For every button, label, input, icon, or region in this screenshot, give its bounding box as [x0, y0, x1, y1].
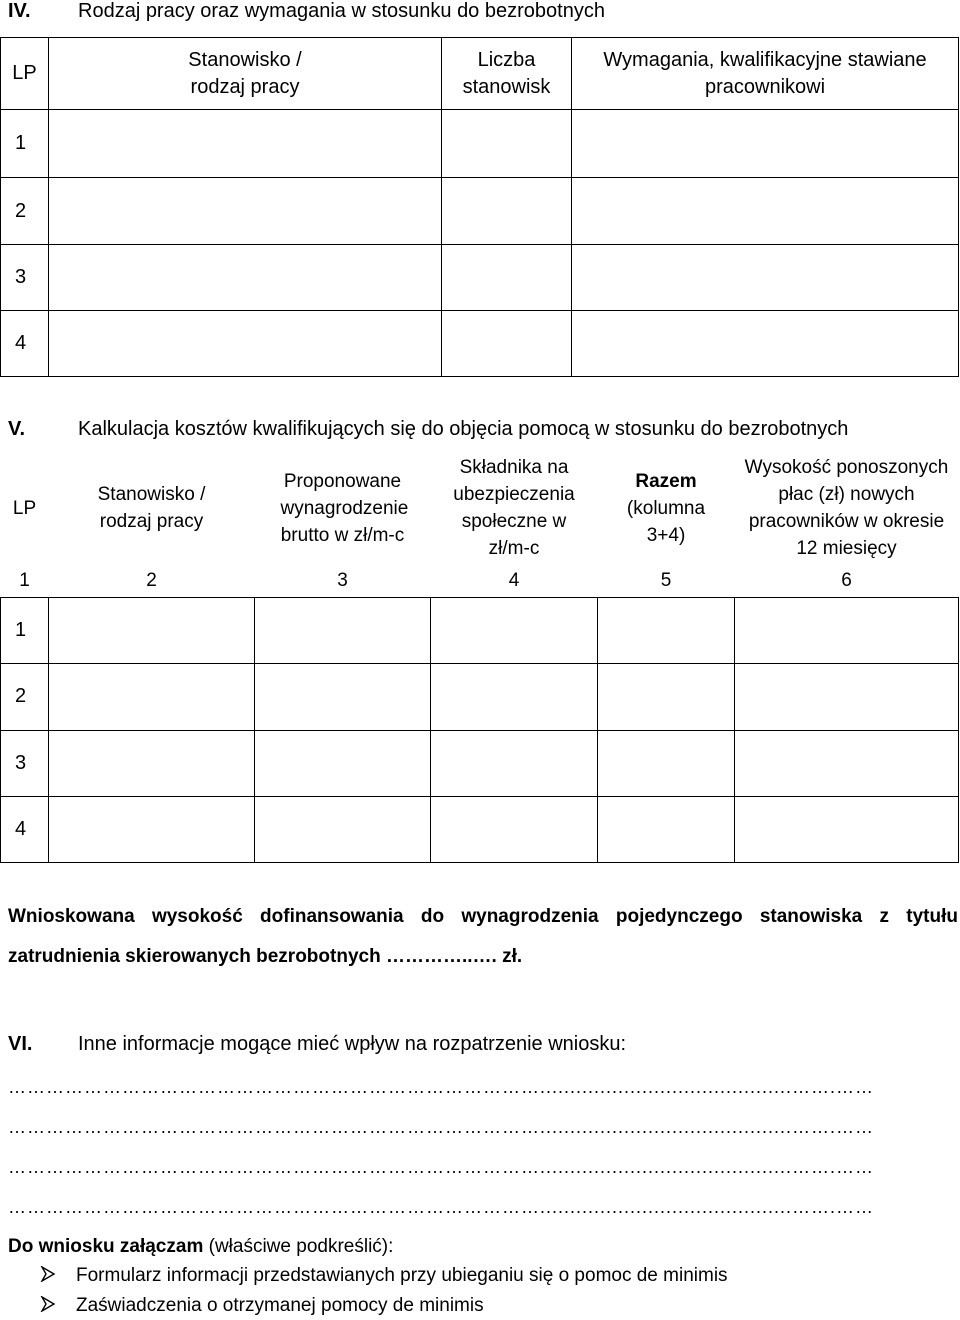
cell-salary[interactable]	[255, 730, 431, 796]
cell-insurance[interactable]	[431, 730, 598, 796]
table-row	[1, 597, 959, 663]
cell-position[interactable]	[49, 245, 442, 311]
table-header-row	[1, 38, 959, 110]
table-work-requirements	[0, 37, 959, 377]
cell-wages-12m[interactable]	[735, 796, 959, 862]
cell-requirements[interactable]	[572, 311, 959, 377]
cell-requirements[interactable]	[572, 110, 959, 178]
column-number-row	[1, 565, 959, 597]
attachment-item[interactable]	[40, 1265, 728, 1287]
table-row	[1, 796, 959, 862]
header-lp: LP	[1, 38, 49, 110]
attachment-item[interactable]	[40, 1295, 484, 1317]
column-number: 1	[19, 570, 30, 592]
attachments-heading-note: (właściwe podkreślić):	[208, 1236, 394, 1257]
cell-salary[interactable]	[255, 663, 431, 730]
table-header-row	[1, 451, 959, 565]
arrowhead-bullet-icon	[40, 1296, 56, 1312]
cell-requirements[interactable]	[572, 178, 959, 245]
cell-total[interactable]	[598, 796, 735, 862]
cell-position[interactable]	[49, 311, 442, 377]
attachment-item-label: Zaświadczenia o otrzymanej pomocy de minimis	[76, 1295, 484, 1316]
header-requirements: Wymagania, kwalifikacyjne stawiane pracownikowi	[572, 38, 959, 110]
cell-count[interactable]	[442, 178, 572, 245]
column-number: 5	[660, 570, 672, 592]
section-5-title: Kalkulacja kosztów kwalifikujących się do objęcia pomocą w stosunku do bezrobotnych	[78, 418, 849, 440]
cell-position[interactable]	[49, 730, 255, 796]
cell-count[interactable]	[442, 110, 572, 178]
header-total-bold: Razem	[635, 470, 697, 492]
header-total	[598, 451, 735, 565]
row-number: 2	[1, 663, 49, 730]
arrowhead-bullet-icon	[40, 1266, 56, 1282]
cell-wages-12m[interactable]	[735, 597, 959, 663]
header-position: Stanowisko / rodzaj pracy	[49, 38, 442, 110]
cell-count[interactable]	[442, 311, 572, 377]
cell-salary[interactable]	[255, 796, 431, 862]
row-number: 3	[1, 245, 49, 311]
cell-insurance[interactable]	[431, 597, 598, 663]
column-number: 2	[146, 570, 157, 592]
cell-salary[interactable]	[255, 597, 431, 663]
funding-line-1: Wnioskowana wysokość dofinansowania do wynagrodzenia pojedynczego stanowiska z tytułu	[8, 906, 958, 927]
header-insurance: Składnika na ubezpieczenia społeczne w zł/m-c	[453, 457, 575, 559]
header-count: Liczba stanowisk	[442, 38, 572, 110]
section-4-number: IV.	[8, 0, 31, 22]
table-row	[1, 311, 959, 377]
section-5-heading	[0, 418, 960, 448]
header-wages-12m: Wysokość ponoszonych płac (zł) nowych pracowników w okresie 12 miesięcy	[744, 457, 949, 559]
row-number: 4	[1, 796, 49, 862]
answer-line[interactable]: …………………………………………………………………………..........................................…….……	[8, 1077, 875, 1097]
section-4-heading	[0, 0, 960, 30]
answer-line[interactable]: …………………………………………………………………………..........................................…….……	[8, 1117, 875, 1137]
cell-position[interactable]	[49, 796, 255, 862]
table-row	[1, 663, 959, 730]
attachment-item-label: Formularz informacji przedstawianych przy ubieganiu się o pomoc de minimis	[76, 1265, 728, 1286]
section-6-heading	[0, 1033, 960, 1063]
table-cost-calculation	[0, 451, 959, 863]
section-6-title: Inne informacje mogące mieć wpływ na rozpatrzenie wniosku:	[78, 1033, 627, 1055]
row-number: 3	[1, 730, 49, 796]
cell-total[interactable]	[598, 663, 735, 730]
table-row	[1, 245, 959, 311]
cell-insurance[interactable]	[431, 663, 598, 730]
table-row	[1, 178, 959, 245]
cell-requirements[interactable]	[572, 245, 959, 311]
column-number: 6	[841, 570, 852, 592]
answer-line[interactable]: …………………………………………………………………………..........................................…….……	[8, 1197, 875, 1217]
row-number: 4	[1, 311, 49, 377]
header-position: Stanowisko / rodzaj pracy	[97, 484, 206, 532]
cell-total[interactable]	[598, 730, 735, 796]
cell-position[interactable]	[49, 110, 442, 178]
row-number: 1	[1, 597, 49, 663]
column-number: 4	[508, 570, 520, 592]
cell-wages-12m[interactable]	[735, 730, 959, 796]
section-6-number: VI.	[8, 1033, 33, 1055]
header-salary: Proponowane wynagrodzenie brutto w zł/m-c	[280, 470, 409, 546]
attachments-heading-bold: Do wniosku załączam	[8, 1236, 204, 1257]
section-5-number: V.	[8, 418, 26, 440]
table-row	[1, 730, 959, 796]
answer-line[interactable]: …………………………………………………………………………..........................................…….……	[8, 1157, 875, 1177]
cell-wages-12m[interactable]	[735, 663, 959, 730]
header-lp: LP	[12, 497, 37, 519]
cell-position[interactable]	[49, 663, 255, 730]
funding-line-2[interactable]: zatrudnienia skierowanych bezrobotnych …………..…. zł.	[8, 946, 523, 967]
row-number: 1	[1, 110, 49, 178]
cell-count[interactable]	[442, 245, 572, 311]
row-number: 2	[1, 178, 49, 245]
attachments-heading	[8, 1236, 393, 1258]
cell-insurance[interactable]	[431, 796, 598, 862]
header-total-rest: (kolumna 3+4)	[626, 497, 706, 546]
table-row	[1, 110, 959, 178]
cell-position[interactable]	[49, 597, 255, 663]
cell-total[interactable]	[598, 597, 735, 663]
funding-request	[8, 897, 958, 977]
column-number: 3	[337, 570, 348, 592]
section-4-title: Rodzaj pracy oraz wymagania w stosunku do bezrobotnych	[78, 0, 605, 22]
cell-position[interactable]	[49, 178, 442, 245]
